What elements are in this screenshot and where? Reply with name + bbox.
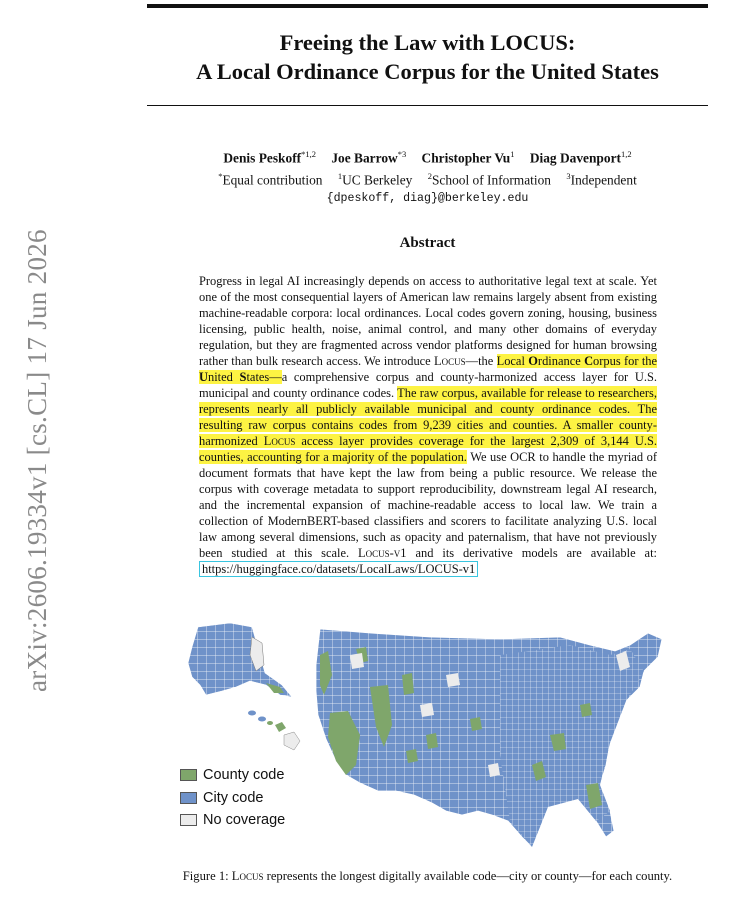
caption-text: represents the longest digitally available code—city or county—for each county. (263, 869, 673, 883)
acronym-letter: S (239, 370, 247, 384)
locus-name: Locus (434, 354, 466, 368)
author-marks: 1 (510, 149, 515, 159)
abstract-text: a comprehensive corpus and county-harmonized access layer for U.S. municipal and county ordinance codes. (199, 370, 657, 400)
author-marks: *1,2 (301, 149, 316, 159)
acronym-letter: O (528, 354, 538, 368)
affiliation: Independent (570, 172, 637, 188)
eastern-counties (500, 645, 644, 847)
title-bottom-rule (147, 105, 708, 106)
title-line-1: Freeing the Law with LOCUS: (279, 30, 576, 55)
author-name: Diag Davenport (529, 150, 621, 166)
arxiv-identifier: arXiv:2606.19334v1 [cs.CL] 17 Jun 2026 (22, 229, 52, 692)
locus-name: Locus (231, 869, 264, 883)
title-top-rule (147, 4, 708, 8)
legend-label: No coverage (203, 812, 286, 828)
author-name: Denis Peskoff (223, 150, 302, 166)
abstract-text: and its derivative models are available at: (406, 546, 657, 560)
legend-item-none (180, 809, 285, 832)
abstract-text: Progress in legal AI increasingly depends on access to authoritative legal text at scale. Yet one of the most consequential layers of American law remains largely absent from existing machine-readable corpora: local ordinances. Local codes govern zoning, housing, business licensing, public health, noise, animal control, and many other domains of everyday regulation, but they are fragmented across vendor platforms designed for human browsing rather than bulk research access. We introduce (199, 274, 657, 368)
abstract-text: We use OCR to handle the myriad of document formats that have kept the law from being a public resource. We release the corpus with coverage metadata to support reproducibility, downstream legal AI research, and the incremental expansion of machine-readable access to local law. We train a collection of ModernBERT-based classifiers and scorers to facilitate analyzing U.S. local law among several dimensions, such as opacity and paternalism, that have not previously been studied at this scale. (199, 450, 657, 560)
abstract-body (199, 273, 657, 577)
affil-mark: * (218, 171, 223, 182)
paper-title (147, 28, 708, 86)
acronym-part: rdinance (537, 354, 585, 368)
acronym-part: orpus for the (593, 354, 658, 368)
author-names (147, 145, 708, 167)
abstract-text: The raw corpus, available for release to researchers, represents nearly all publicly available municipal and county ordinance codes. The resulting raw corpus contains codes from 9,239 cities and counties. A smaller county-harmonized (199, 386, 657, 448)
locus-v1-name: Locus-v1 (358, 546, 407, 560)
author-name: Joe Barrow (331, 150, 398, 166)
acronym-letter: C (584, 354, 594, 368)
legend-label: County code (203, 767, 285, 783)
affil-mark: 2 (427, 171, 432, 182)
affiliation: UC Berkeley (342, 172, 413, 188)
caption-prefix: Figure 1: (182, 869, 232, 883)
alaska-region (188, 623, 292, 697)
locus-name: Locus (263, 434, 296, 448)
affiliation: Equal contribution (222, 172, 323, 188)
affil-mark: 1 (337, 171, 343, 182)
author-block (147, 145, 708, 208)
abstract-text: —the (465, 354, 497, 368)
map-legend (180, 764, 285, 832)
figure-caption (147, 869, 708, 884)
author-marks: 1,2 (620, 149, 632, 159)
dataset-link[interactable]: https://huggingface.co/datasets/LocalLaws/LOCUS-v1 (199, 561, 478, 577)
hawaii-region (248, 711, 300, 751)
acronym-part: tates— (246, 370, 282, 384)
acronym-part: Local (496, 354, 529, 368)
author-email: {dpeskoff, diag}@berkeley.edu (326, 191, 529, 205)
author-marks: *3 (397, 149, 407, 159)
legend-swatch-county (180, 769, 197, 781)
author-name: Christopher Vu (421, 150, 511, 166)
legend-item-county (180, 764, 285, 787)
affil-mark: 3 (566, 171, 571, 182)
affiliations (147, 167, 708, 189)
title-line-2: A Local Ordinance Corpus for the United States (196, 59, 659, 84)
legend-swatch-none (180, 814, 197, 826)
legend-label: City code (203, 789, 264, 806)
legend-swatch-city (180, 792, 197, 804)
legend-item-city (180, 787, 285, 810)
abstract-heading: Abstract (399, 235, 456, 251)
affiliation: School of Information (431, 172, 551, 188)
abstract-text: access layer provides coverage for the largest 2,309 of 3,144 U.S. counties, accounting for a majority of the population. (199, 434, 657, 464)
acronym-letter: U (199, 370, 208, 384)
acronym-part: nited (207, 370, 240, 384)
